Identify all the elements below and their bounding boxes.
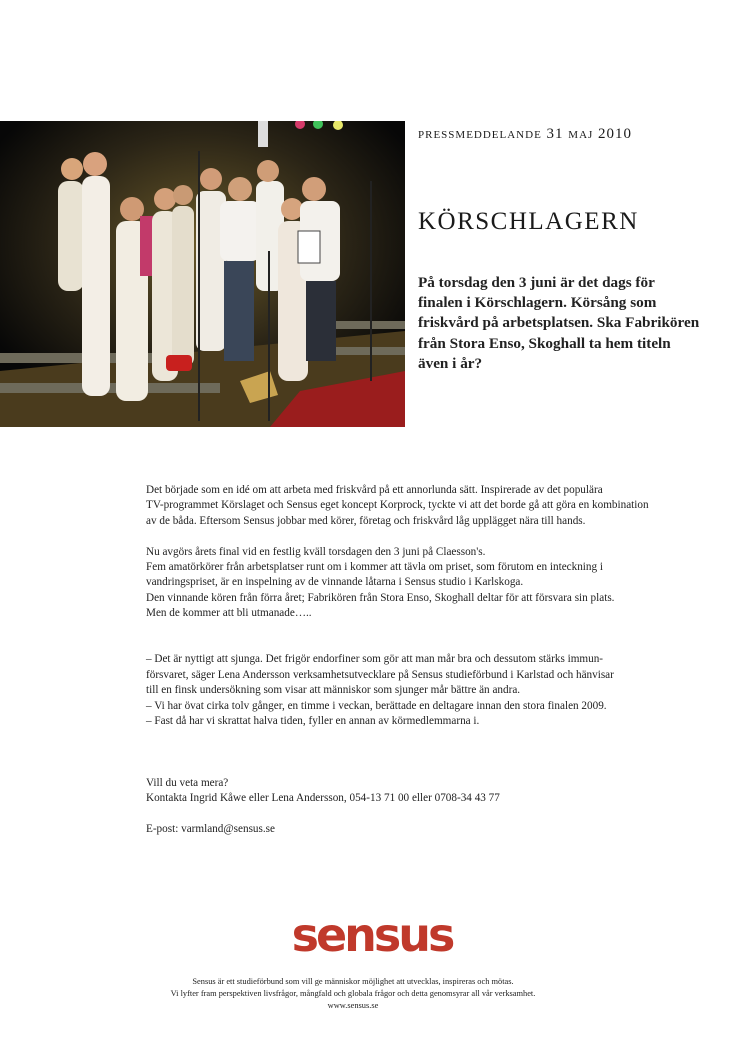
body-line: försvaret, säger Lena Andersson verksamhetsutvecklare på Sensus studieförbund i Karlstad och hänvisar xyxy=(146,668,614,681)
paragraph-intro xyxy=(146,483,706,529)
press-release-date: pressmeddelande 31 maj 2010 xyxy=(418,126,633,142)
logo-text: sensus xyxy=(291,913,453,959)
header-block xyxy=(418,124,718,372)
lead-line: från Stora Enso, Skoghall ta hem titeln xyxy=(418,334,671,352)
body-line: Fem amatörkörer från arbetsplatser runt om i kommer att tävla om priset, som förutom en inteckning i xyxy=(146,561,604,574)
page-title: KÖRSCHLAGERN xyxy=(418,208,639,235)
footer-line: Sensus är ett studieförbund som vill ge människor möjlighet att utvecklas, inspireras och mötas. xyxy=(192,977,514,986)
body-line: Det började som en idé om att arbeta med friskvård på ett annorlunda sätt. Inspirerade av det populära xyxy=(146,484,603,496)
lead-paragraph xyxy=(418,273,708,374)
body-line: – Vi har övat cirka tolv gånger, en timme i veckan, berättade en deltagare innan den stora finalen 2009. xyxy=(146,699,607,712)
lead-line: finalen i Körschlagern. Körsång som xyxy=(418,294,657,312)
lead-line: På torsdag den 3 juni är det dags för xyxy=(418,274,655,291)
choir-photo-icon xyxy=(0,121,405,427)
body-line: TV-programmet Körslaget och Sensus eget koncept Korprock, tyckte vi att det borde gå att göra en kombination xyxy=(146,499,649,512)
lead-line: friskvård på arbetsplatsen. Ska Fabrikören xyxy=(418,314,700,332)
paragraph-final xyxy=(146,545,706,622)
footer-link: www.sensus.se xyxy=(327,1001,379,1010)
paragraph-quotes xyxy=(146,652,706,729)
body-line: till en finsk undersökning som visar att människor som sjunger mår bättre än andra. xyxy=(146,684,521,697)
article-body xyxy=(146,483,706,837)
body-line: vandringspriset, är en inspelning av de vinnande låtarna i Sensus studio i Karlskoga. xyxy=(146,576,524,589)
sensus-logo-icon xyxy=(281,913,463,959)
contact-line: Vill du veta mera? xyxy=(146,776,229,789)
body-line: Nu avgörs årets final vid en festlig kväll torsdagen den 3 juni på Claesson's. xyxy=(146,545,486,558)
email-line: E-post: varmland@sensus.se xyxy=(146,822,275,835)
footer-line: Vi lyfter fram perspektiven livsfrågor, mångfald och globala frågor och detta genomsyrar all vår verksamhet. xyxy=(170,989,536,998)
sensus-logo xyxy=(281,913,463,959)
body-line: Den vinnande kören från förra året; Fabrikören från Stora Enso, Skoghall deltar för att försvara sin plats. xyxy=(146,591,615,604)
choir-photo xyxy=(0,121,405,427)
lead-line: även i år? xyxy=(418,354,483,372)
footer xyxy=(0,976,706,1012)
body-line: – Fast då har vi skrattat halva tiden, fyller en annan av körmedlemmarna i. xyxy=(146,715,480,728)
contact-line: Kontakta Ingrid Kåwe eller Lena Andersson, 054-13 71 00 eller 0708-34 43 77 xyxy=(146,792,500,805)
body-line: Men de kommer att bli utmanade….. xyxy=(146,607,312,620)
body-line: av de båda. Eftersom Sensus jobbar med körer, företag och friskvård låg upplägget nära till hands. xyxy=(146,514,586,527)
body-line: – Det är nyttigt att sjunga. Det frigör endorfiner som gör att man mår bra och dessutom stärks immun- xyxy=(146,653,604,666)
contact-block xyxy=(146,776,706,807)
